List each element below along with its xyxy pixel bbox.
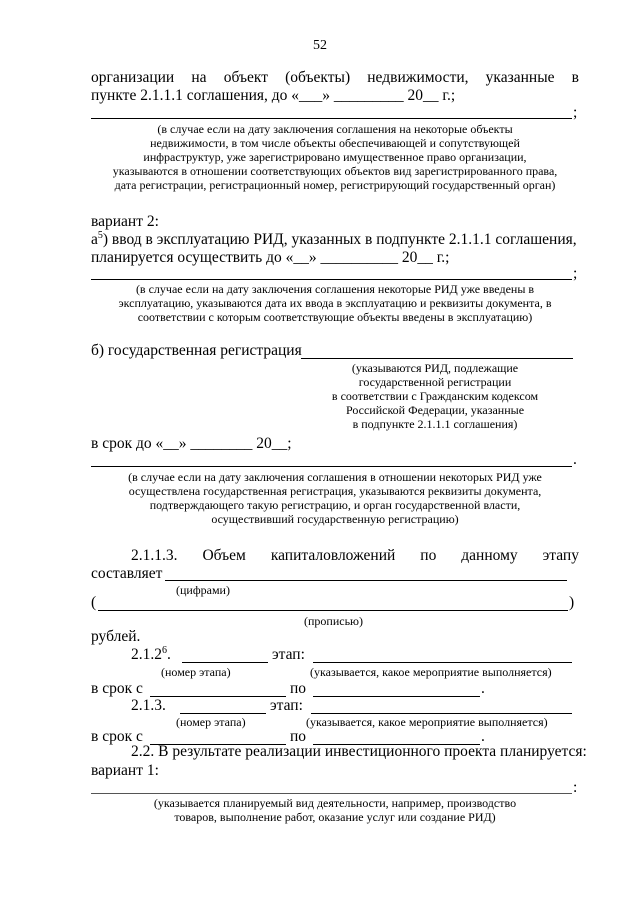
note-line: (в случае если на дату заключения соглашения в отношении некоторых РИД уже [128,470,542,484]
note-line: инфраструктур, уже зарегистрировано имущественное право организации, [143,150,527,164]
b-deadline: в срок до «__» ________ 20__; [91,435,292,452]
b-note [300,361,570,431]
fill-line [313,662,572,663]
note-line: соответствии с которым соответствующие объекты введены в эксплуатацию) [137,310,533,324]
fill-line [91,466,572,467]
variant2-a-line1 [91,231,577,249]
s22-note [91,796,579,824]
footnote-ref: 6 [162,644,167,656]
note-line: эксплуатацию, указываются дата их ввода в эксплуатацию и реквизиты документа, в [118,296,552,310]
label-words: (прописью) [304,614,364,628]
fill-line [301,358,573,359]
label-event: (указывается, какое мероприятие выполняется) [310,665,552,679]
s2113-line2: составляет [91,565,163,582]
note-line: государственной регистрации [358,375,512,389]
s22-variant: вариант 1: [91,762,159,779]
label-stage-number: (номер этапа) [161,665,231,679]
note-line: (указывается планируемый вид деятельности, например, производство [153,796,517,810]
fill-line [98,610,568,611]
fill-line [91,793,572,794]
word: капиталовложений [270,547,396,564]
note-line: подтверждающего такую регистрацию, и орган государственной власти, [149,498,521,512]
b-note2 [91,470,579,526]
footnote-ref: 5 [97,229,103,241]
note-line: недвижимости, в том числе объекты обеспечивающей и сопутствующей [150,136,520,150]
label-stage-number: (номер этапа) [176,715,246,729]
a-text: ) ввод в эксплуатацию РИД, указанных в подпункте 2.1.1.1 соглашения, [102,231,577,248]
fill-line [313,696,480,697]
word: недвижимости, [367,69,469,86]
word: на [191,69,207,86]
word: Объем [202,547,246,564]
p1-line1 [91,69,579,87]
note-line: осуществивший государственную регистрацию) [211,512,459,526]
fill-line [180,713,266,714]
s2113-line1 [131,547,579,565]
note-line: (в случае если на дату заключения соглашения на некоторые объекты [157,122,513,136]
label-event: (указывается, какое мероприятие выполняется) [306,715,548,729]
to-label: по [290,728,307,745]
note-line: Российской Федерации, указанные [345,403,525,417]
fill-line [165,580,567,581]
line-end: . [481,680,485,697]
line-end: ; [573,265,578,282]
note-line: осуществлена государственная регистрация, указываются реквизиты документа, [128,484,542,498]
variant2-heading: вариант 2: [91,213,159,230]
note-line: дата регистрации, регистрационный номер, регистрирующий государственный орган) [114,178,556,192]
fill-line [182,662,268,663]
line-end: . [481,728,485,745]
word: (объекты) [285,69,351,86]
fill-line [311,713,572,714]
word: данному [461,547,518,564]
word: объект [223,69,268,86]
dot: . [167,646,171,663]
note-line: (указываются РИД, подлежащие [351,361,519,375]
close-paren: ) [569,594,575,611]
word: в [571,69,579,86]
word: по [420,547,437,564]
from-label: в срок с [91,728,143,745]
note-line: указываются в отношении соответствующих объектов вид зарегистрированного права, [112,164,558,178]
word: этапу [542,547,579,564]
open-paren: ( [91,594,97,611]
stage-label: этап: [270,697,303,714]
fill-line [91,118,572,119]
fill-line [91,279,572,280]
to-label: по [290,680,307,697]
note-line: в подпункте 2.1.1.1 соглашения) [352,417,518,431]
label-digits: (цифрами) [176,583,230,597]
b-label: б) государственная регистрация [91,342,302,359]
word: указанные [485,69,555,86]
a-letter: а [91,231,98,248]
from-label: в срок с [91,680,143,697]
note-line: в соответствии с Гражданским кодексом [331,389,539,403]
line-end: : [573,779,578,796]
s22-line1: 2.2. В результате реализации инвестиционного проекта планируется: [131,743,587,760]
num: 2.1.2 [131,646,162,663]
note-line: товаров, выполнение работ, оказание услуг или создание РИД) [174,810,496,824]
p1-line2: пункте 2.1.1.1 соглашения, до «___» _________ 20__ г.; [91,87,456,104]
rubles: рублей. [91,628,141,645]
fill-line [150,696,286,697]
stage-label: этап: [272,646,305,663]
s213-number: 2.1.3. [131,697,166,714]
variant2-a-line2: планируется осуществить до «__» __________ 20__ г.; [91,249,450,266]
note-line: (в случае если на дату заключения соглашения некоторые РИД уже введены в [135,282,535,296]
line-end: ; [573,104,578,121]
word: организации [91,69,175,86]
variant2-note [91,282,579,324]
p1-note [91,122,579,192]
word: 2.1.1.3. [131,547,178,564]
page-number: 52 [313,38,327,53]
line-end: . [573,451,577,468]
s212-number [131,646,171,664]
